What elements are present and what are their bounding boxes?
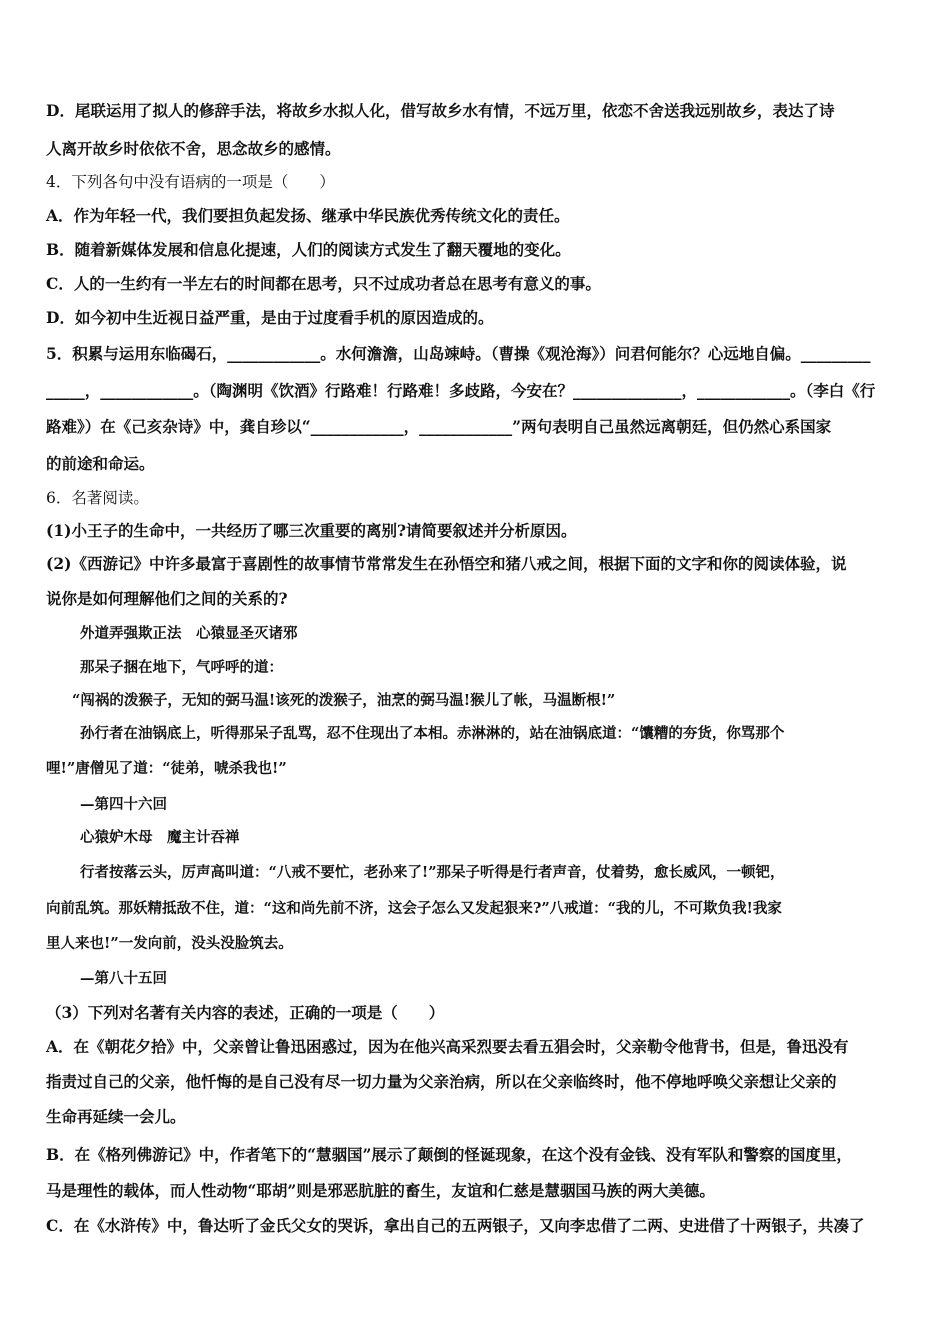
question-6-part-1: (1)小王子的生命中，一共经历了哪三次重要的离别?请简要叙述并分析原因。 bbox=[46, 521, 577, 540]
passage-1-source: —第四十六回 bbox=[80, 796, 167, 813]
passage-2-line-3: 里人来也!”一发向前，没头没脸筑去。 bbox=[46, 935, 293, 952]
part-3-option-a-line-3: 生命再延续一会儿。 bbox=[46, 1107, 186, 1126]
passage-1-line-2: “闯祸的泼猴子，无知的弼马温!该死的泼猴子，油烹的弼马温!猴儿了帐，马温断根!” bbox=[72, 692, 616, 709]
passage-1-chapter-title: 外道弄强欺正法 心猿显圣灭诸邪 bbox=[80, 625, 298, 642]
question-5-line-1: 5．积累与运用东临碣石，____________。水何澹澹，山岛竦峙。（曹操《观沧海》）问君何能尔？心远地自偏。_________ bbox=[46, 344, 871, 363]
question-4-option-c: C．人的一生约有一半左右的时间都在思考，只不过成功者总在思考有意义的事。 bbox=[46, 274, 601, 293]
part-3-option-a-line-2: 指责过自己的父亲，他忏悔的是自己没有尽一切力量为父亲治病，所以在父亲临终时，他不停地呼唤父亲想让父亲的 bbox=[46, 1072, 837, 1091]
question-6-part-2-line-2: 说你是如何理解他们之间的关系的? bbox=[46, 589, 288, 608]
question-4-stem: 4．下列各句中没有语病的一项是（ ） bbox=[46, 173, 335, 191]
question-6-part-3-stem: （3）下列对名著有关内容的表述，正确的一项是（ ） bbox=[46, 1003, 445, 1022]
question-4-option-b: B．随着新媒体发展和信息化提速，人们的阅读方式发生了翻天覆地的变化。 bbox=[46, 240, 571, 259]
question-6-part-2-line-1: (2)《西游记》中许多最富于喜剧性的故事情节常常发生在孙悟空和猪八戒之间，根据下面的文字和你的阅读体验，说 bbox=[46, 554, 847, 573]
option-d-line-2: 人离开故乡时依依不舍，思念故乡的感情。 bbox=[46, 139, 341, 158]
passage-2-line-1: 行者按落云头，厉声高叫道：“八戒不要忙，老孙来了!”那呆子听得是行者声音，仗着势，愈长威风，一顿钯， bbox=[80, 864, 785, 881]
part-3-option-c-line-1: C．在《水浒传》中，鲁达听了金氏父女的哭诉，拿出自己的五两银子，又向李忠借了二两、史进借了十两银子，共凑了 bbox=[46, 1216, 865, 1235]
question-4-option-d: D．如今初中生近视日益严重，是由于过度看手机的原因造成的。 bbox=[46, 308, 494, 327]
passage-2-chapter-title: 心猿妒木母 魔主计吞禅 bbox=[80, 829, 240, 846]
passage-2-line-2: 向前乱筑。那妖精抵敌不住，道：“这和尚先前不济，这会子怎么又发起狠来?”八戒道：“我的儿，不可欺负我!我家 bbox=[46, 900, 782, 917]
question-6-stem: 6．名著阅读。 bbox=[46, 489, 149, 507]
part-3-option-b-line-2: 马是理性的载体，而人性动物“耶胡”则是邪恶肮脏的畜生，友谊和仁慈是慧骃国马族的两大美德。 bbox=[46, 1181, 715, 1200]
part-3-option-a-line-1: A．在《朝花夕拾》中，父亲曾让鲁迅困惑过，因为在他兴高采烈要去看五猖会时，父亲勒令他背书，但是，鲁迅没有 bbox=[46, 1037, 849, 1056]
passage-1-line-1: 那呆子捆在地下，气呼呼的道： bbox=[80, 659, 283, 676]
question-5-line-4: 的前途和命运。 bbox=[46, 454, 155, 473]
passage-1-line-4: 哩!”唐僧见了道：“徒弟，唬杀我也!” bbox=[46, 760, 287, 777]
passage-1-line-3: 孙行者在油锅底上，听得那呆子乱骂，忍不住现出了本相。赤淋淋的，站在油锅底道：“馕糟的夯货，你骂那个 bbox=[80, 725, 785, 742]
part-3-option-b-line-1: B．在《格列佛游记》中，作者笔下的“慧骃国”展示了颠倒的怪诞现象，在这个没有金钱、没有军队和警察的国度里， bbox=[46, 1145, 852, 1164]
option-d-line-1: D．尾联运用了拟人的修辞手法，将故乡水拟人化，借写故乡水有情，不远万里，依恋不舍送我远别故乡，表达了诗 bbox=[46, 101, 835, 120]
passage-2-source: —第八十五回 bbox=[80, 970, 167, 987]
question-5-line-2: _____，____________。（陶渊明《饮酒》行路难！行路难！多歧路，今安在？______________，____________。（李白《行 bbox=[46, 381, 876, 400]
question-4-option-a: A．作为年轻一代，我们要担负起发扬、继承中华民族优秀传统文化的责任。 bbox=[46, 206, 570, 225]
question-5-line-3: 路难》）在《己亥杂诗》中，龚自珍以“____________，____________”两句表明自己虽然远离朝廷，但仍然心系国家 bbox=[46, 417, 832, 436]
